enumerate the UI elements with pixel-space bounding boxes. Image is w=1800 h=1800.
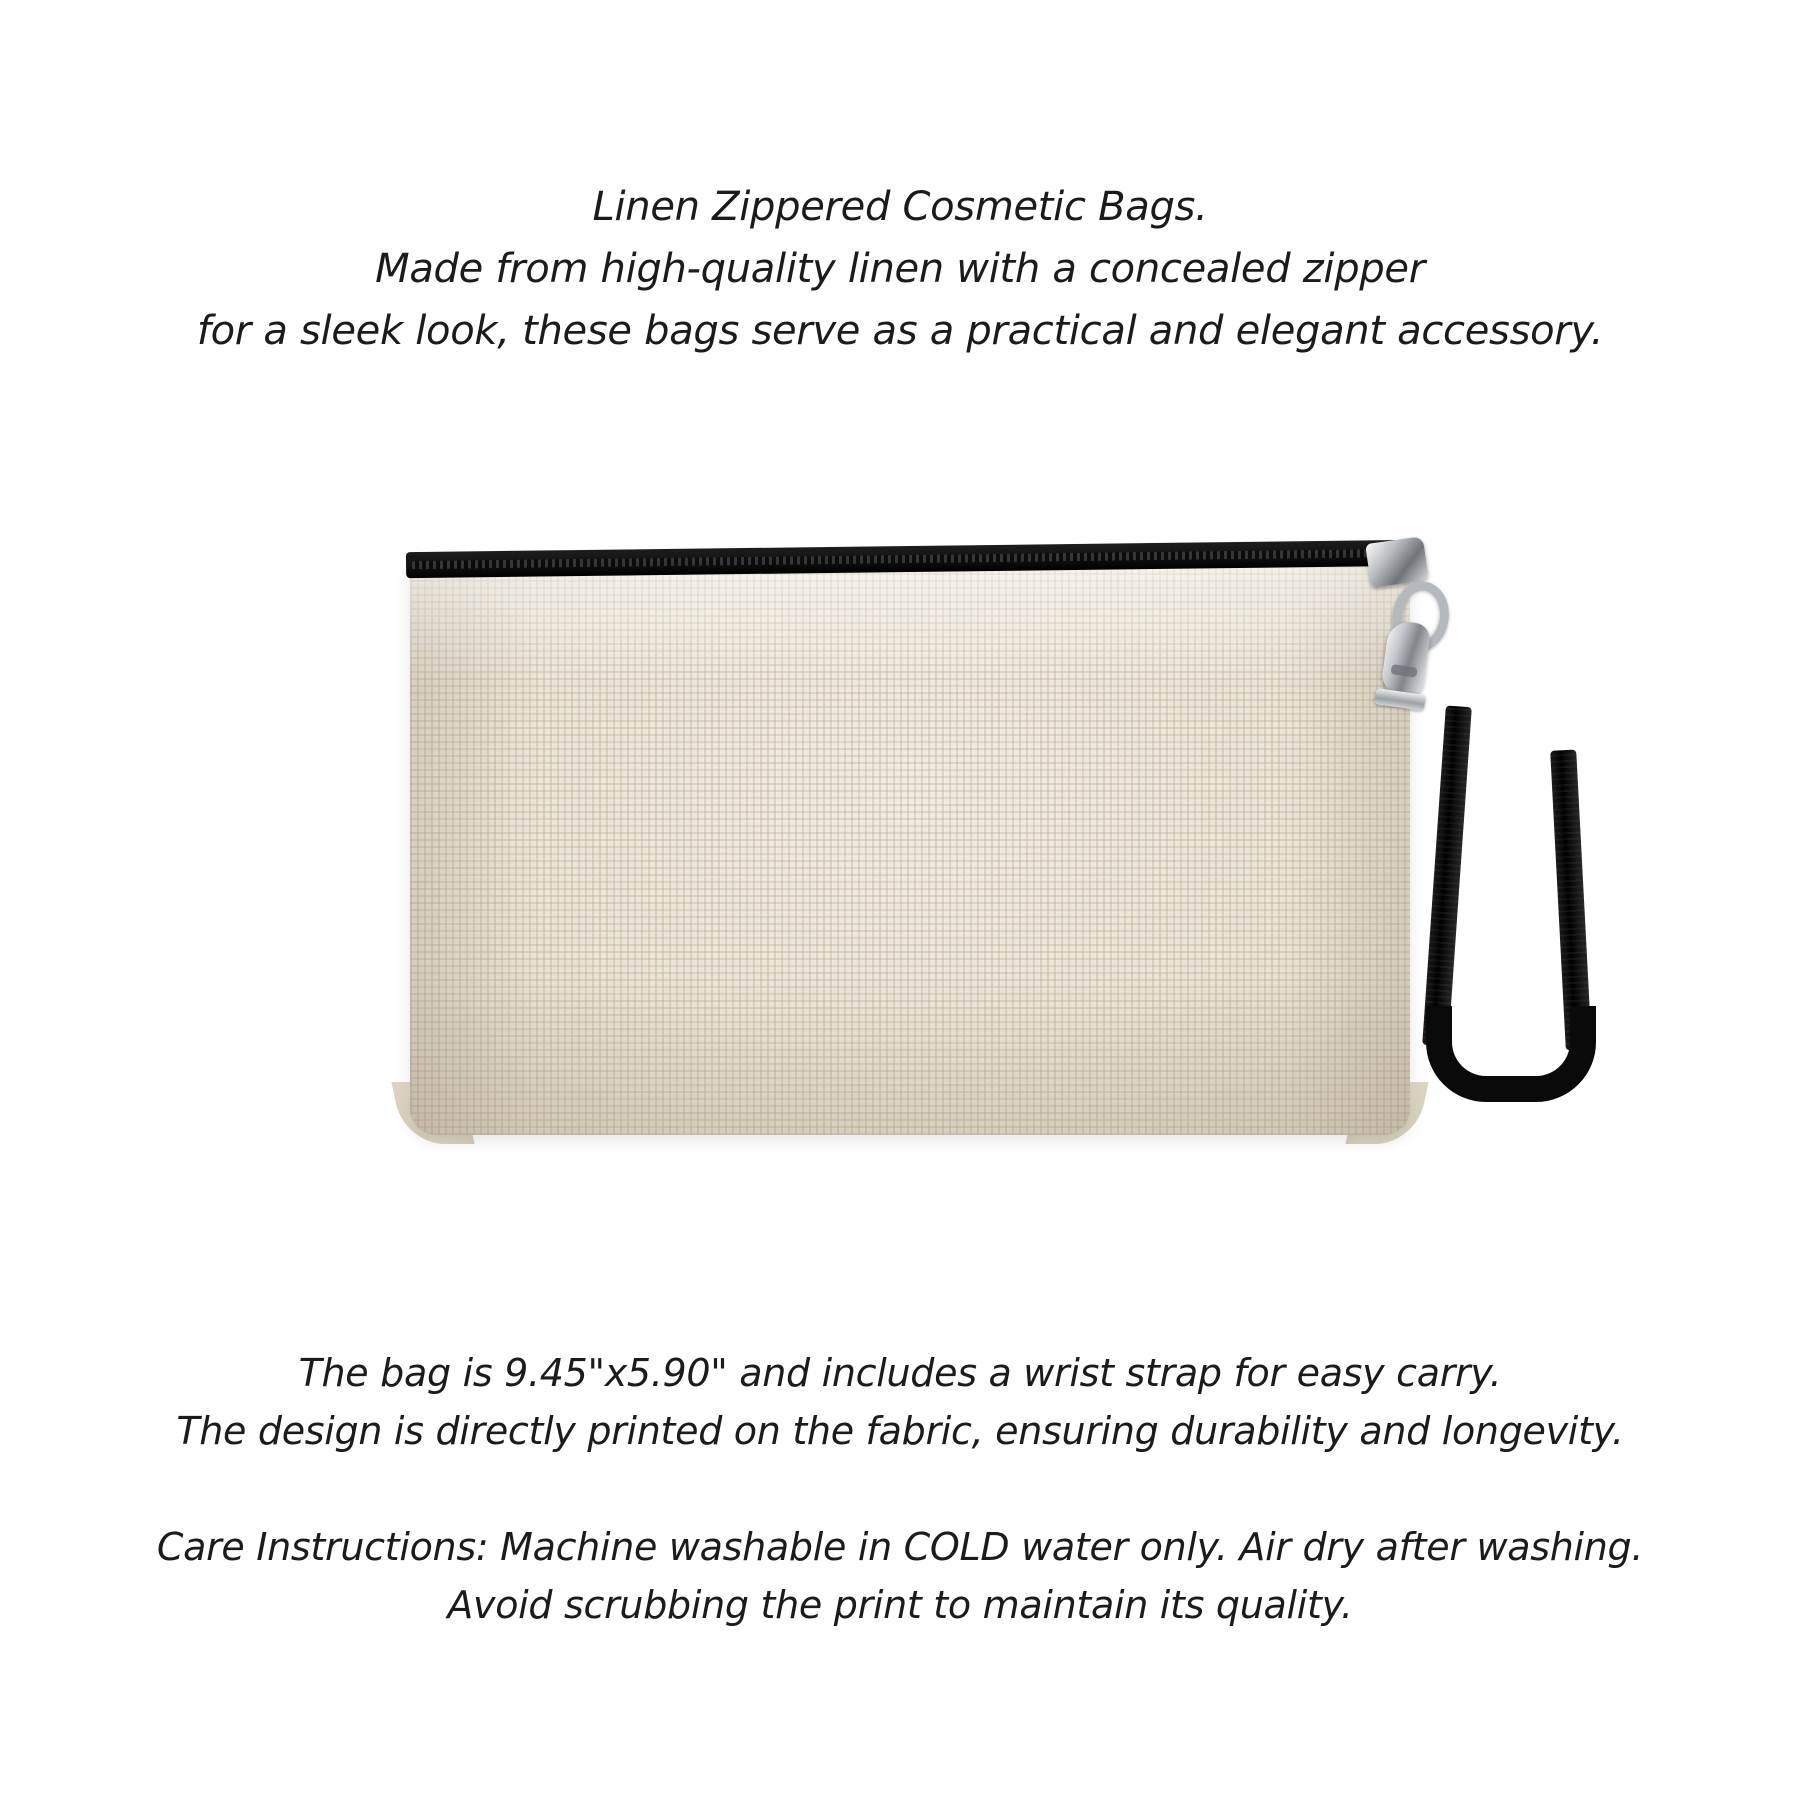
wrist-strap — [1382, 706, 1640, 1116]
description-line: for a sleek look, these bags serve as a practical and elegant accessory. — [196, 308, 1604, 354]
details-line: The bag is 9.45"x5.90" and includes a wrist strap for easy carry. — [298, 1351, 1502, 1395]
product-description-top — [0, 176, 1800, 362]
care-line: Care Instructions: Machine washable in COLD water only. Air dry after washing. — [156, 1525, 1644, 1569]
strap-texture — [1422, 706, 1472, 1047]
bag-body — [410, 560, 1410, 1135]
details-line: The design is directly printed on the fabric, ensuring durability and longevity. — [176, 1409, 1624, 1453]
product-details-text — [0, 1344, 1800, 1460]
clasp-body — [1380, 619, 1432, 696]
description-line: Linen Zippered Cosmetic Bags. — [592, 184, 1208, 230]
care-line: Avoid scrubbing the print to maintain its quality. — [447, 1583, 1353, 1627]
care-instructions-text — [0, 1518, 1800, 1634]
zipper-teeth — [412, 549, 1410, 569]
strap-side-left — [1422, 706, 1472, 1047]
description-line: Made from high-quality linen with a concealed zipper — [375, 246, 1425, 292]
strap-loop — [1426, 1006, 1596, 1102]
product-photo — [380, 530, 1440, 1250]
